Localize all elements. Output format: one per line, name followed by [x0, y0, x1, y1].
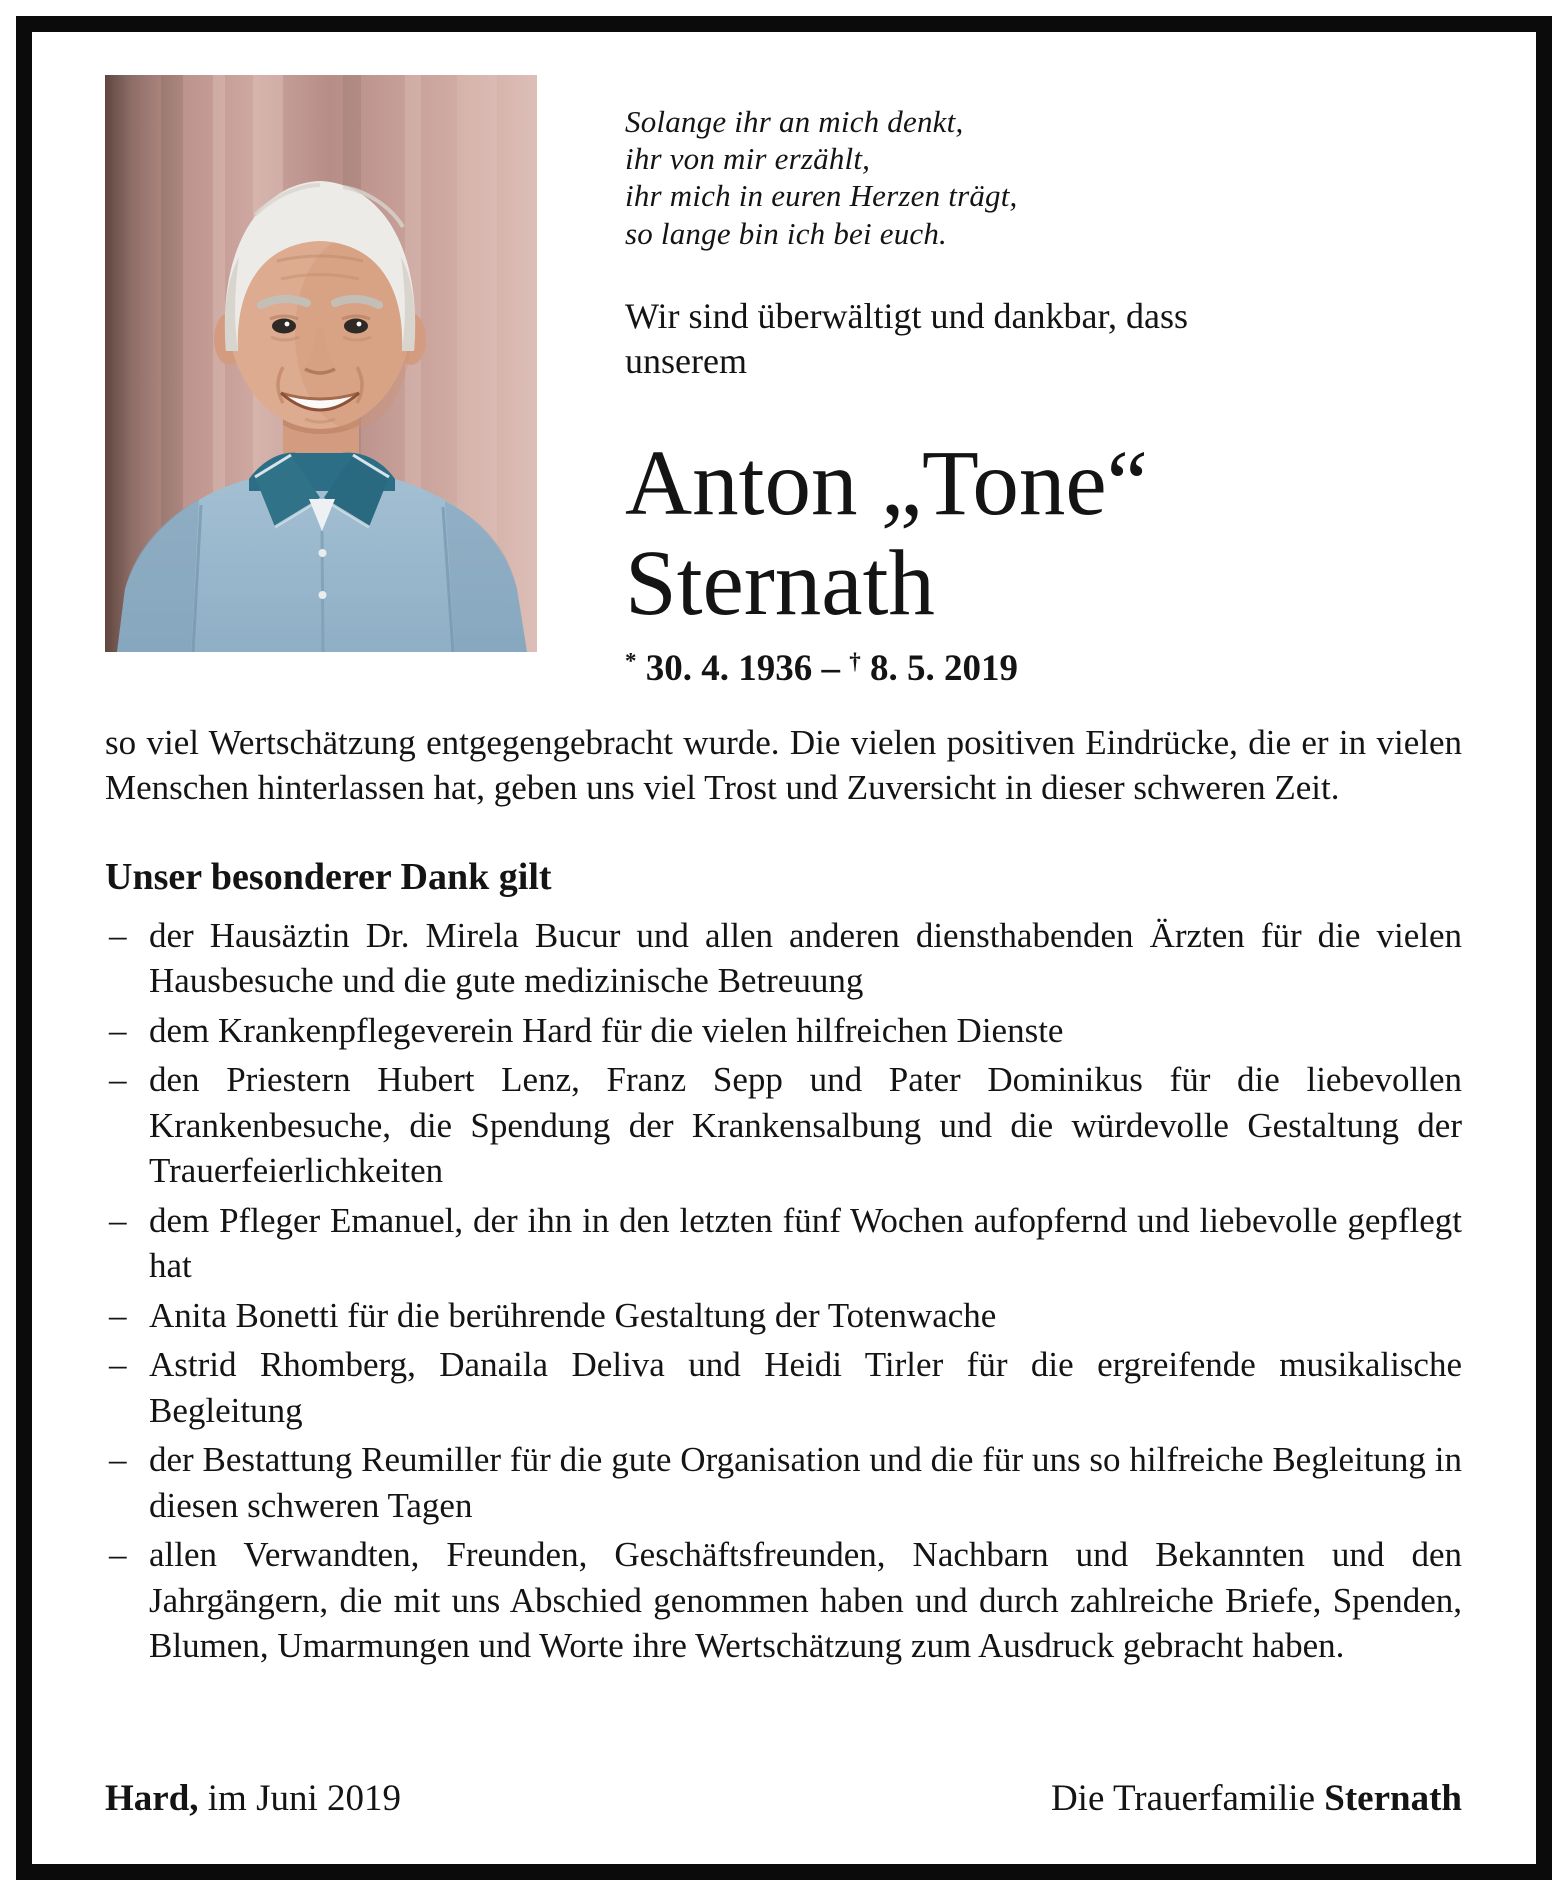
deceased-name-line-1: Anton „Tone“	[625, 431, 1148, 535]
quote-line-2: ihr von mir erzählt,	[625, 141, 871, 177]
thanks-heading: Unser besonderer Dank gilt	[105, 855, 552, 898]
thanks-list	[105, 909, 1462, 1669]
thanks-item-wake: – Anita Bonetti für die berührende Gestaltung der Totenwache	[105, 1293, 1462, 1339]
deceased-name-line-2: Sternath	[625, 532, 935, 636]
thanks-item-relatives-friends: – allen Verwandten, Freunden, Geschäftsfreunden, Nachbarn und Bekannten und den Jahrgängern, die mit uns Abschied genommen haben und durch zahlreiche Briefe, Spenden, Blumen, Umarmungen und Worte ihre Wertschätzung zum Ausdruck gebracht haben.	[105, 1532, 1462, 1669]
quote-line-4: so lange bin ich bei euch.	[625, 215, 948, 251]
place-and-date	[105, 1777, 401, 1820]
thanks-item-priests: – den Priestern Hubert Lenz, Franz Sepp und Pater Dominikus für die liebevollen Krankenbesuche, die Spendung der Krankensalbung und die würdevolle Gestaltung der Trauerfeierlichkeiten	[105, 1057, 1462, 1194]
death-date: 8. 5. 2019	[869, 647, 1018, 689]
memorial-quote	[625, 103, 1462, 252]
quote-line-1: Solange ihr an mich denkt,	[625, 104, 964, 139]
intro-line-1: Wir sind überwältigt und dankbar, dass	[625, 295, 1188, 336]
family-prefix: Die Trauerfamilie	[1050, 1778, 1325, 1819]
header-section	[105, 75, 1462, 690]
death-symbol: †	[849, 648, 861, 674]
quote-line-3: ihr mich in euren Herzen trägt,	[625, 178, 1018, 214]
life-dates	[625, 647, 1462, 690]
gratitude-paragraph: so viel Wertschätzung entgegengebracht wurde. Die vielen positiven Eindrücke, die er in vielen Menschen hinterlassen hat, geben uns viel Trost und Zuversicht in dieser schweren Zeit.	[105, 722, 1462, 808]
portrait-photo	[105, 75, 537, 652]
obituary-card	[16, 16, 1552, 1880]
portrait-photo-illustration	[105, 75, 537, 652]
thanks-item-musicians: – Astrid Rhomberg, Danaila Deliva und Heidi Tirler für die ergreifende musikalische Begleitung	[105, 1342, 1462, 1433]
header-text-column	[537, 75, 1462, 690]
footer	[105, 1749, 1462, 1820]
place-name: Hard,	[105, 1778, 199, 1819]
intro-text	[625, 294, 1462, 384]
birth-date: 30. 4. 1936	[645, 647, 813, 689]
birth-symbol: *	[625, 648, 637, 674]
family-name: Sternath	[1324, 1778, 1462, 1819]
dates-separator: –	[821, 647, 840, 689]
mourning-family	[1051, 1777, 1462, 1820]
thanks-item-doctor: – der Hausäztin Dr. Mirela Bucur und allen anderen diensthabenden Ärzten für die vielen Hausbesuche und die gute medizinische Betreuung	[105, 913, 1462, 1004]
intro-line-2: unserem	[625, 340, 747, 381]
thanks-item-caregiver: – dem Pfleger Emanuel, der ihn in den letzten fünf Wochen aufopfernd und liebevolle gepflegt hat	[105, 1198, 1462, 1289]
thanks-item-nursing-association: – dem Krankenpflegeverein Hard für die vielen hilfreichen Dienste	[105, 1008, 1462, 1054]
deceased-name	[625, 431, 1462, 636]
thanks-item-funeral-home: – der Bestattung Reumiller für die gute Organisation und die für uns so hilfreiche Begleitung in diesen schweren Tagen	[105, 1437, 1462, 1528]
date-text: im Juni 2019	[198, 1778, 402, 1819]
